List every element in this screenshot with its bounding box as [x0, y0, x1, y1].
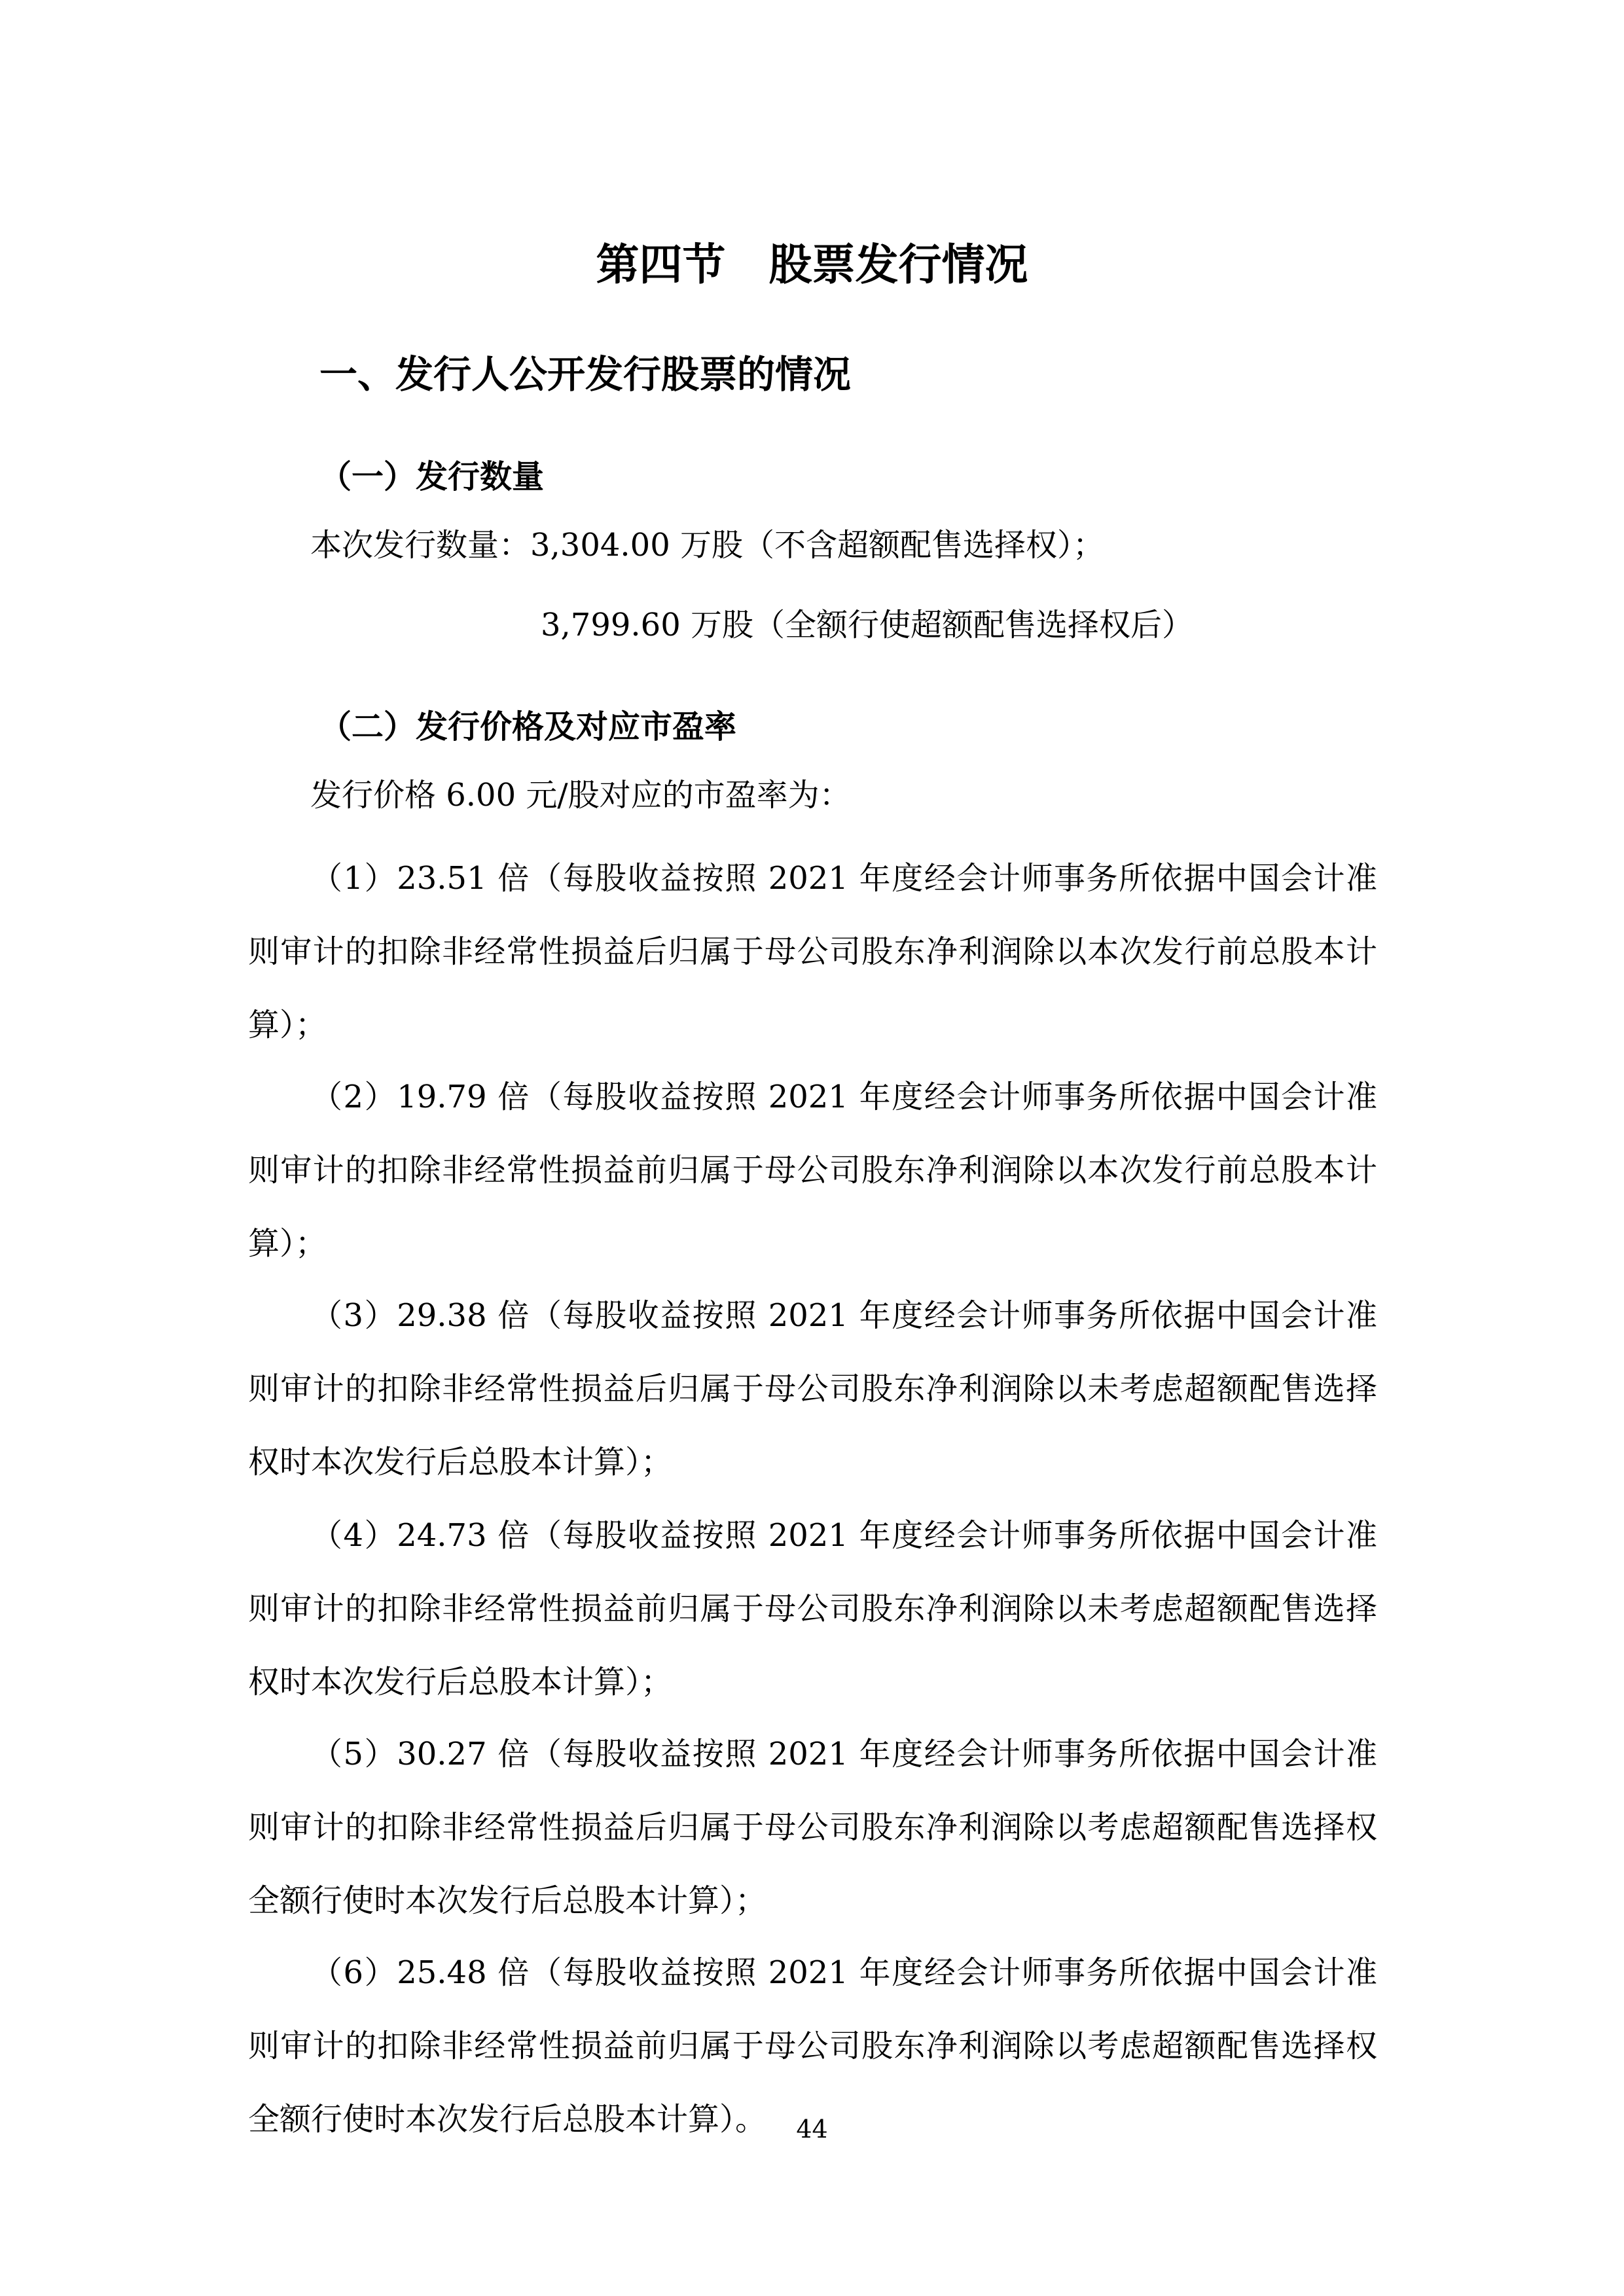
- pe-item-2: （2）19.79 倍（每股收益按照 2021 年度经会计师事务所依据中国会计准则审计的扣除非经常性损益前归属于母公司股东净利润除以本次发行前总股本计算）；: [248, 1079, 1377, 1262]
- issue-quantity-line: 本次发行数量：3,304.00 万股（不含超额配售选择权）；: [310, 527, 1105, 564]
- heading-issue-quantity: （一）发行数量: [319, 458, 545, 495]
- issue-price-intro: 发行价格 6.00 元/股对应的市盈率为：: [310, 777, 851, 814]
- pe-item-5: （5）30.27 倍（每股收益按照 2021 年度经会计师事务所依据中国会计准则审计的扣除非经常性损益后归属于母公司股东净利润除以考虑超额配售选择权全额行使时本次发行后总股本计算）；: [248, 1736, 1377, 1919]
- pe-item-4: （4）24.73 倍（每股收益按照 2021 年度经会计师事务所依据中国会计准则审计的扣除非经常性损益前归属于母公司股东净利润除以未考虑超额配售选择权时本次发行后总股本计算）；: [248, 1517, 1377, 1700]
- pe-item-6: （6）25.48 倍（每股收益按照 2021 年度经会计师事务所依据中国会计准则审计的扣除非经常性损益前归属于母公司股东净利润除以考虑超额配售选择权全额行使时本次发行后总股本计算）。: [248, 1954, 1377, 2138]
- heading-issue-price-pe: （二）发行价格及对应市盈率: [319, 708, 737, 745]
- pe-item-1: （1）23.51 倍（每股收益按照 2021 年度经会计师事务所依据中国会计准则审计的扣除非经常性损益后归属于母公司股东净利润除以本次发行前总股本计算）；: [248, 860, 1377, 1043]
- heading-public-offering: 一、发行人公开发行股票的情况: [319, 352, 852, 397]
- page-number: 44: [796, 2115, 828, 2144]
- section-title: 第四节 股票发行情况: [596, 240, 1028, 290]
- pe-item-3: （3）29.38 倍（每股收益按照 2021 年度经会计师事务所依据中国会计准则审计的扣除非经常性损益后归属于母公司股东净利润除以未考虑超额配售选择权时本次发行后总股本计算）；: [248, 1297, 1377, 1480]
- issue-quantity-overallotment-line: 3,799.60 万股（全额行使超额配售选择权后）: [541, 607, 1194, 643]
